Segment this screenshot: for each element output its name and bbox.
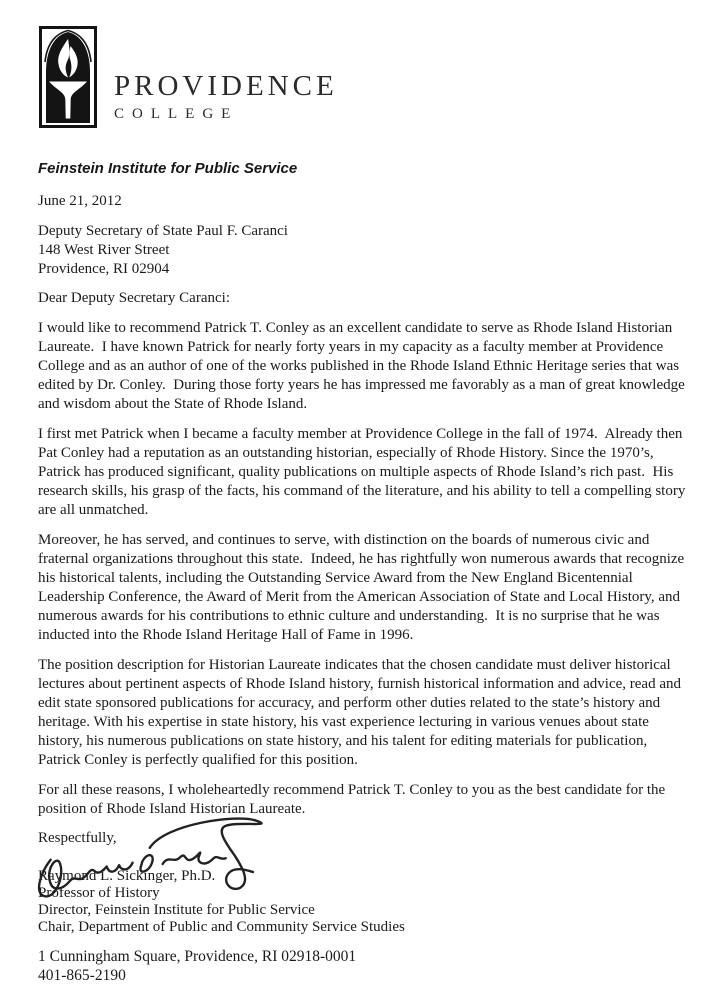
paragraph: Moreover, he has served, and continues to serve, with distinction on the boards of numerous civic and fraternal organizations throughout this state. Indeed, he has rightfully won numerous awards that recognize his historical talents, including the Outstanding Service Award from the New England Bicentennial Leadership Conference, the Award of Merit from the American Association of State and Local History, and numerous awards for his contributions to ethnic culture and understanding. It is no surprise that he was inducted into the Rhode Island Heritage Hall of Fame in 1996. [38, 532, 688, 643]
valediction: Respectfully, [38, 830, 117, 846]
recipient-line: Providence, RI 02904 [38, 261, 170, 277]
letter-body [38, 319, 689, 819]
college-name: PROVIDENCE [114, 70, 338, 102]
signer-title: Professor of History [38, 885, 160, 901]
closing-block [38, 829, 689, 936]
signer-title: Chair, Department of Public and Community Service Studies [38, 919, 405, 935]
recipient-address [38, 222, 689, 279]
paragraph: The position description for Historian Laureate indicates that the chosen candidate must deliver historical lectures about pertinent aspects of Rhode Island history, furnish historical information and advice, read and edit state sponsored publications for accuracy, and perform other duties related to the state’s history and heritage. With his expertise in state history, his vast experience lecturing in various venues about state history, his numerous publications on state history, and his talent for editing materials for publication, Patrick Conley is perfectly qualified for this position. [38, 657, 685, 768]
recipient-line: Deputy Secretary of State Paul F. Caranci [38, 223, 288, 239]
recipient-line: 148 West River Street [38, 242, 170, 258]
paragraph: I would like to recommend Patrick T. Conley as an excellent candidate to serve as Rhode Island Historian Laureate. I have known Patrick for nearly forty years in my capacity as a faculty member at Providence College and as an author of one of the works published in the Rhode Island Ethnic Heritage series that was edited by Dr. Conley. During those forty years he has impressed me favorably as a man of great knowledge and wisdom about the State of Rhode Island. [38, 320, 689, 412]
paragraph: For all these reasons, I wholeheartedly recommend Patrick T. Conley to you as the best candidate for the position of Rhode Island Historian Laureate. [38, 782, 669, 817]
providence-college-logo-icon [38, 26, 98, 128]
signer-block [38, 868, 689, 936]
paragraph: I first met Patrick when I became a faculty member at Providence College in the fall of 1974. Already then Pat Conley had a reputation as an outstanding historian, especially of Rhode History. Since the 1970’s, Patrick has produced significant, quality publications on multiple aspects of Rhode Island’s rich past. His research skills, his grasp of the facts, his command of the literature, and his ability to tell a compelling story are all unmatched. [38, 426, 690, 518]
letter-date: June 21, 2012 [38, 193, 122, 209]
letterhead [38, 26, 689, 128]
college-wordmark [114, 26, 338, 122]
signer-name: Raymond L. Sickinger, Ph.D. [38, 868, 216, 884]
footer-address: 1 Cunningham Square, Providence, RI 02918-0001 [38, 948, 357, 965]
college-type: COLLEGE [114, 106, 239, 122]
signer-title: Director, Feinstein Institute for Public Service [38, 902, 315, 918]
salutation: Dear Deputy Secretary Caranci: [38, 290, 230, 306]
footer-phone: 401-865-2190 [38, 967, 126, 984]
footer-contact [38, 947, 689, 985]
institute-name: Feinstein Institute for Public Service [38, 160, 298, 177]
